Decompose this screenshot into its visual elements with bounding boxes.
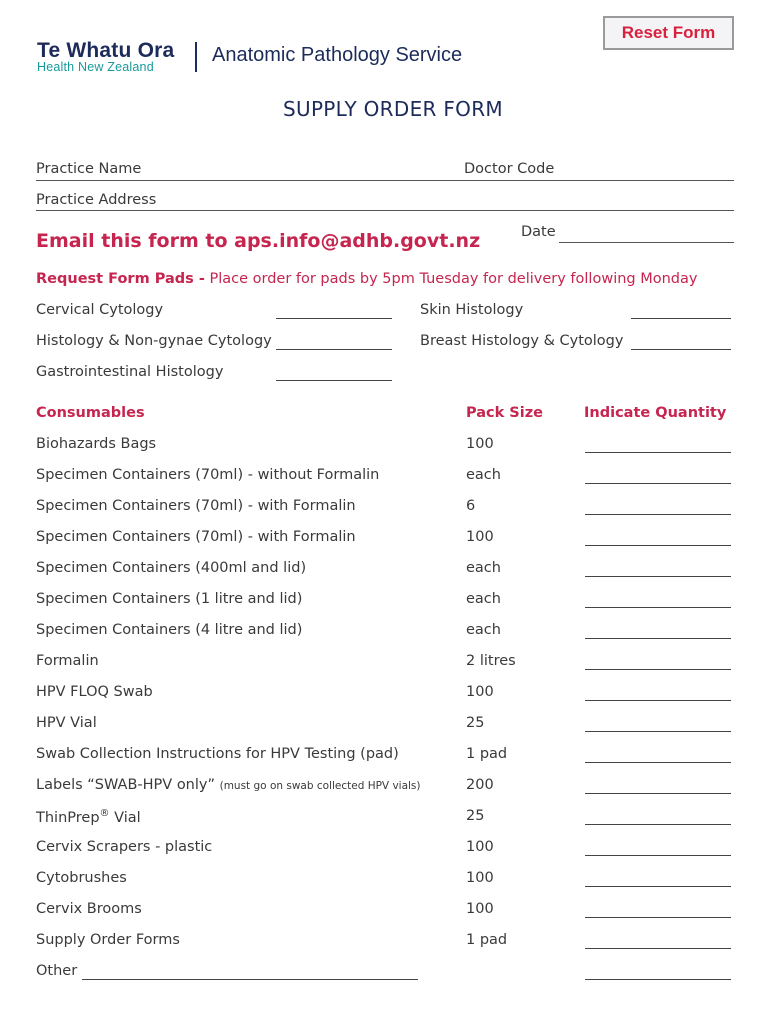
consumable-pack: each — [466, 622, 501, 638]
registered-mark: ® — [99, 808, 110, 819]
consumable-qty-field[interactable] — [585, 917, 731, 918]
consumable-item: Cytobrushes — [36, 870, 127, 886]
doctor-code-label: Doctor Code — [464, 161, 555, 177]
consumable-item: Biohazards Bags — [36, 436, 157, 452]
pad-item-cervical: Cervical Cytology — [36, 302, 164, 318]
consumable-qty-field[interactable] — [585, 948, 731, 949]
other-qty-field[interactable] — [585, 979, 731, 980]
consumable-qty-field[interactable] — [585, 731, 731, 732]
consumable-pack: 25 — [466, 808, 485, 824]
consumable-pack: 100 — [466, 870, 494, 886]
consumable-pack: 100 — [466, 901, 494, 917]
consumable-qty-field[interactable] — [585, 855, 731, 856]
consumable-item — [36, 808, 141, 826]
date-label: Date — [521, 224, 556, 240]
consumable-pack: 2 litres — [466, 653, 516, 669]
practice-address-label: Practice Address — [36, 192, 157, 208]
consumable-qty-field[interactable] — [585, 700, 731, 701]
consumable-item: Swab Collection Instructions for HPV Testing (pad) — [36, 746, 399, 762]
consumable-item-note: (must go on swab collected HPV vials) — [219, 780, 421, 792]
pad-item-skin: Skin Histology — [420, 302, 524, 318]
request-pads-label: Request Form Pads - — [36, 271, 205, 287]
pad-qty-histology[interactable] — [276, 349, 392, 350]
form-title: SUPPLY ORDER FORM — [283, 97, 503, 121]
consumable-item: Specimen Containers (70ml) - with Formalin — [36, 529, 356, 545]
quantity-header: Indicate Quantity — [584, 405, 727, 421]
pad-item-histology: Histology & Non-gynae Cytology — [36, 333, 272, 349]
consumable-item — [36, 777, 421, 793]
pad-qty-gastro[interactable] — [276, 380, 392, 381]
logo-divider — [195, 42, 197, 72]
consumable-pack: 6 — [466, 498, 476, 514]
practice-address-field[interactable] — [36, 210, 734, 211]
consumable-item: Formalin — [36, 653, 99, 669]
request-pads-line — [36, 271, 697, 287]
consumable-item: Specimen Containers (70ml) - without Formalin — [36, 467, 380, 483]
logo-title: Te Whatu Ora — [37, 39, 175, 62]
service-name: Anatomic Pathology Service — [212, 44, 463, 66]
consumable-qty-field[interactable] — [585, 483, 731, 484]
consumable-qty-field[interactable] — [585, 638, 731, 639]
consumable-pack: 25 — [466, 715, 485, 731]
consumable-item: Supply Order Forms — [36, 932, 180, 948]
email-instruction: Email this form to aps.info@adhb.govt.nz — [36, 230, 481, 252]
consumable-qty-field[interactable] — [585, 545, 731, 546]
consumable-qty-field[interactable] — [585, 762, 731, 763]
consumable-pack: 100 — [466, 839, 494, 855]
request-pads-note: Place order for pads by 5pm Tuesday for delivery following Monday — [209, 271, 698, 287]
consumable-qty-field[interactable] — [585, 452, 731, 453]
pad-qty-cervical[interactable] — [276, 318, 392, 319]
consumable-item-text: ThinPrep — [36, 809, 100, 826]
consumable-item: Specimen Containers (400ml and lid) — [36, 560, 307, 576]
date-field[interactable] — [559, 242, 734, 243]
other-item-field[interactable] — [82, 979, 418, 980]
consumable-pack: 1 pad — [466, 746, 508, 762]
consumable-pack: each — [466, 560, 501, 576]
consumable-qty-field[interactable] — [585, 669, 731, 670]
consumable-item: Cervix Scrapers - plastic — [36, 839, 213, 855]
consumable-pack: 1 pad — [466, 932, 508, 948]
consumable-pack: 100 — [466, 436, 494, 452]
consumable-item: Cervix Brooms — [36, 901, 142, 917]
consumable-item: Specimen Containers (70ml) - with Formalin — [36, 498, 356, 514]
consumable-item: Specimen Containers (1 litre and lid) — [36, 591, 303, 607]
consumable-qty-field[interactable] — [585, 793, 731, 794]
consumable-pack: 200 — [466, 777, 494, 793]
consumable-pack: 100 — [466, 684, 494, 700]
reset-form-button[interactable]: Reset Form — [603, 16, 734, 50]
pack-size-header: Pack Size — [466, 405, 543, 421]
consumable-item: HPV FLOQ Swab — [36, 684, 153, 700]
consumable-pack: each — [466, 467, 501, 483]
consumable-qty-field[interactable] — [585, 607, 731, 608]
consumable-pack: each — [466, 591, 501, 607]
pad-qty-breast[interactable] — [631, 349, 731, 350]
consumable-qty-field[interactable] — [585, 514, 731, 515]
other-label: Other — [36, 963, 78, 979]
pad-qty-skin[interactable] — [631, 318, 731, 319]
practice-name-field[interactable] — [36, 180, 734, 181]
consumable-qty-field[interactable] — [585, 886, 731, 887]
consumable-item-suffix: Vial — [109, 809, 141, 826]
pad-item-breast: Breast Histology & Cytology — [420, 333, 624, 349]
practice-name-label: Practice Name — [36, 161, 142, 177]
consumable-item: HPV Vial — [36, 715, 97, 731]
logo-subtitle: Health New Zealand — [37, 60, 154, 74]
consumable-qty-field[interactable] — [585, 824, 731, 825]
consumable-item: Specimen Containers (4 litre and lid) — [36, 622, 303, 638]
consumable-item-text: Labels “SWAB-HPV only” — [36, 777, 215, 793]
pad-item-gastro: Gastrointestinal Histology — [36, 364, 224, 380]
consumable-qty-field[interactable] — [585, 576, 731, 577]
consumables-header: Consumables — [36, 405, 145, 421]
consumable-pack: 100 — [466, 529, 494, 545]
